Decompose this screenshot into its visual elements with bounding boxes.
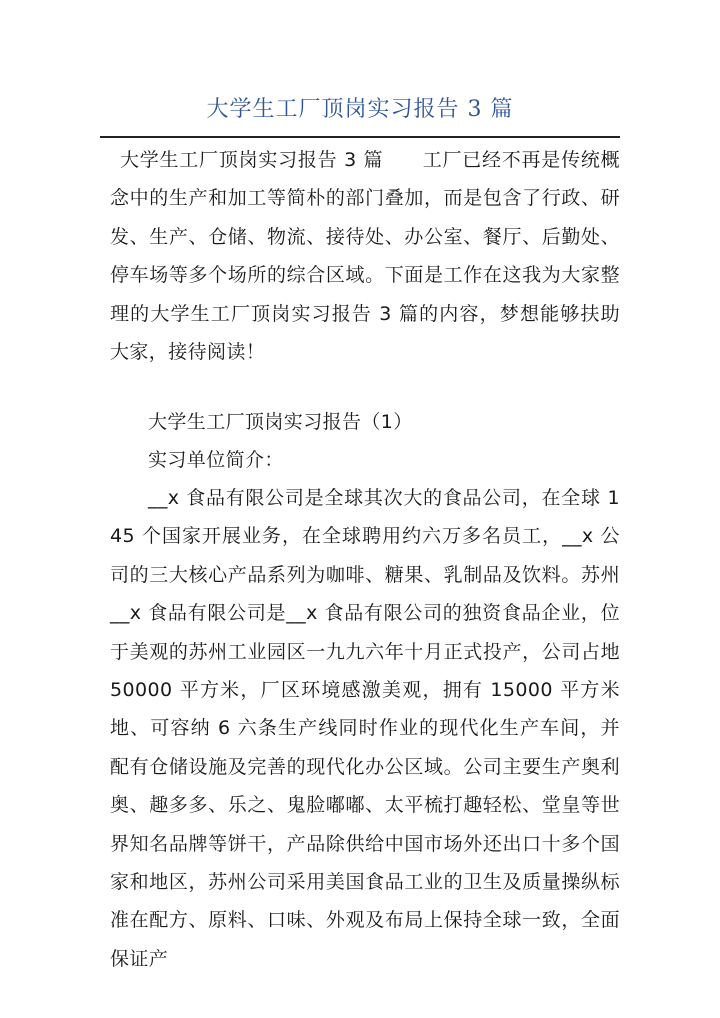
document-title: 大学生工厂顶岗实习报告 3 篇 bbox=[206, 97, 514, 122]
section-heading: 实习单位简介： bbox=[148, 449, 284, 471]
section-content-paragraph: __x 食品有限公司是全球其次大的食品公司，在全球 145 个国家开展业务，在全球聘用约六万多名员工，__x 公司的三大核心产品系列为咖啡、糖果、乳制品及饮料。苏州 __x 食品有限公司是__x 食品有限公司的独资食品企业，位于美观的苏州工业园区一九九六年十月正式投产，公司占地 50000 平方米，厂区环境感激美观，拥有 15000 平方米地、可容纳 6 六条生产线同时作业的现代化生产车间，并配有仓储设施及完善的现代化办公区域。公司主要生产奥利奥、趣多多、乐之、鬼脸嘟嘟、太平梳打趣轻松、堂皇等世界知名品牌等饼干，产品除供给中国市场外还出口十多个国家和地区，苏州公司采用美国食品工业的卫生及质量操纵标准在配方、原料、口味、外观及布局上保持全球一致，全面保证产 bbox=[110, 487, 620, 970]
intro-paragraph: 大学生工厂顶岗实习报告 3 篇 工厂已经不再是传统概念中的生产和加工等简朴的部门叠加，而是包含了行政、研发、生产、仓储、物流、接待处、办公室、餐厅、后勤处、停车场等多个场所的综合区域。下面是工作在这我为大家整理的大学生工厂顶岗实习报告 3 篇的内容，梦想能够扶助大家，接待阅读！ bbox=[110, 149, 620, 364]
report-heading: 大学生工厂顶岗实习报告（1） bbox=[148, 411, 413, 433]
title-divider bbox=[100, 136, 620, 138]
